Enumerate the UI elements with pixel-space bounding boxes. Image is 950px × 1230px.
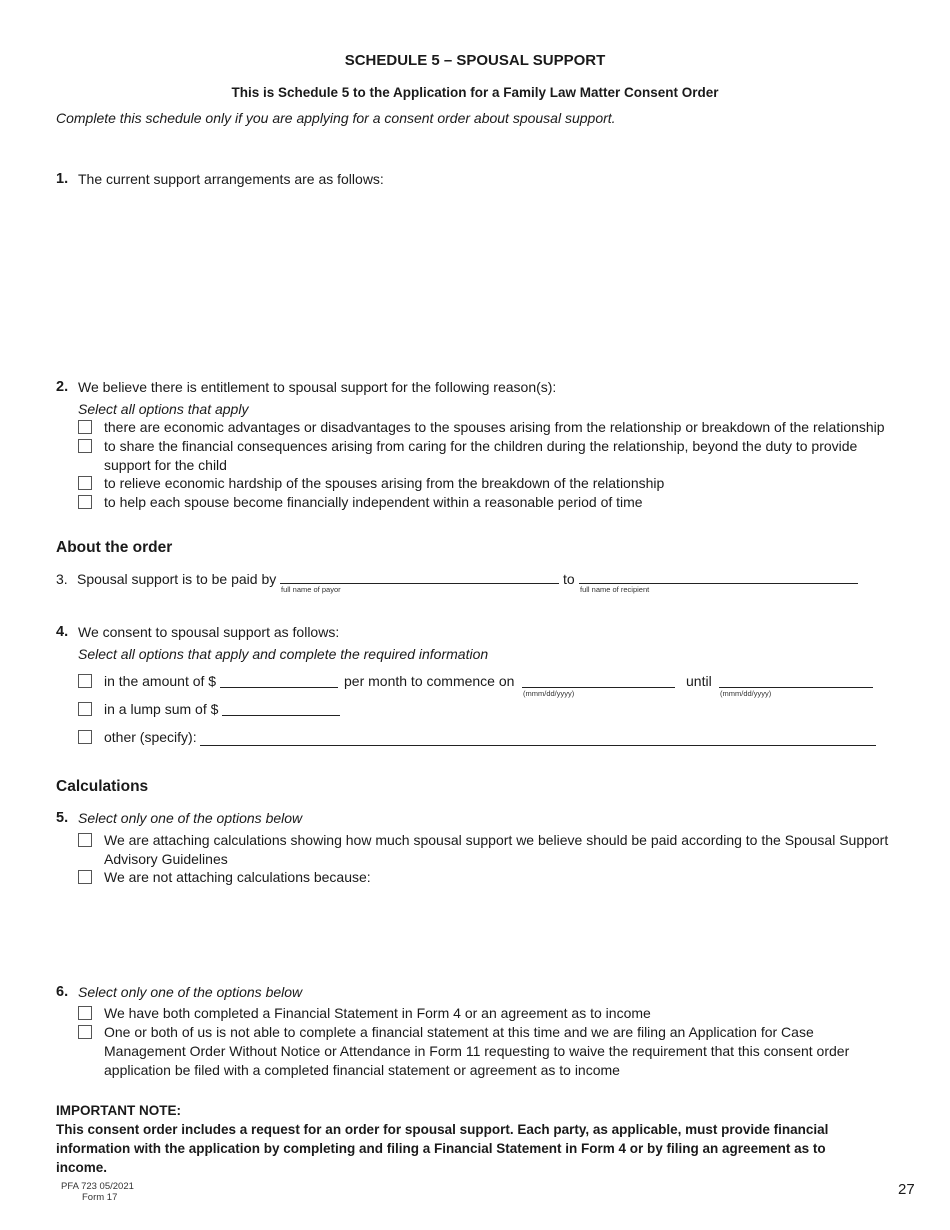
lump-sum-field[interactable] xyxy=(222,715,340,716)
financial-statement-waiver-label-2: Management Order Without Notice or Attendance in Form 11 requesting to waive the requirement that this consent order xyxy=(104,1043,850,1059)
payor-name-field[interactable] xyxy=(280,583,559,584)
not-attaching-calculations-checkbox[interactable] xyxy=(78,870,92,884)
reason-children-checkbox[interactable] xyxy=(78,439,92,453)
amount-checkbox[interactable] xyxy=(78,674,92,688)
lump-sum-label: in a lump sum of $ xyxy=(104,701,219,717)
reason-independence-checkbox[interactable] xyxy=(78,495,92,509)
item6-number: 6. xyxy=(56,984,69,1000)
reason-economic-checkbox[interactable] xyxy=(78,420,92,434)
calculations-heading: Calculations xyxy=(56,778,149,795)
financial-statement-waiver-label-3: application be filed with a completed financial statement or agreement as to income xyxy=(104,1062,620,1078)
section1-number: 1. xyxy=(56,171,69,187)
lump-sum-checkbox[interactable] xyxy=(78,702,92,716)
attaching-calculations-label: We are attaching calculations showing how much spousal support we believe should be paid according to the Spousal Support xyxy=(104,832,889,848)
page-number: 27 xyxy=(898,1181,915,1198)
section2-number: 2. xyxy=(56,379,69,395)
form-name: Form 17 xyxy=(82,1192,118,1203)
other-checkbox[interactable] xyxy=(78,730,92,744)
financial-statement-waiver-checkbox[interactable] xyxy=(78,1025,92,1039)
other-label: other (specify): xyxy=(104,729,197,745)
item4-instruction: Select all options that apply and complete the required information xyxy=(78,646,489,662)
page-title: SCHEDULE 5 – SPOUSAL SUPPORT xyxy=(344,52,606,69)
important-note-heading: IMPORTANT NOTE: xyxy=(56,1103,181,1118)
commence-label: per month to commence on xyxy=(344,673,515,689)
amount-field[interactable] xyxy=(220,687,338,688)
item4-text: We consent to spousal support as follows: xyxy=(78,624,340,640)
reason-hardship-label: to relieve economic hardship of the spouses arising from the breakdown of the relationship xyxy=(104,475,665,491)
item3-number: 3. xyxy=(56,571,68,587)
section1-text: The current support arrangements are as follows: xyxy=(78,171,384,187)
item5-number: 5. xyxy=(56,810,69,826)
recipient-caption: full name of recipient xyxy=(580,585,650,594)
amount-label: in the amount of $ xyxy=(104,673,217,689)
item4-number: 4. xyxy=(56,624,69,640)
item5-instruction: Select only one of the options below xyxy=(78,810,303,826)
financial-statement-waiver-label: One or both of us is not able to complete a financial statement at this time and we are filing an Application for Case xyxy=(104,1024,814,1040)
reason-economic-label: there are economic advantages or disadvantages to the spouses arising from the relationship or breakdown of the relationship xyxy=(104,419,885,435)
financial-statement-completed-label: We have both completed a Financial Statement in Form 4 or an agreement as to income xyxy=(104,1005,651,1021)
other-field[interactable] xyxy=(200,745,876,746)
financial-statement-completed-checkbox[interactable] xyxy=(78,1006,92,1020)
payor-caption: full name of payor xyxy=(281,585,341,594)
recipient-name-field[interactable] xyxy=(579,583,858,584)
attaching-calculations-checkbox[interactable] xyxy=(78,833,92,847)
until-date-caption: (mmm/dd/yyyy) xyxy=(720,689,772,698)
section2-instruction: Select all options that apply xyxy=(78,401,249,417)
item3-text: Spousal support is to be paid by xyxy=(77,571,277,587)
not-attaching-calculations-label: We are not attaching calculations because: xyxy=(104,869,371,885)
page-instruction: Complete this schedule only if you are applying for a consent order about spousal support. xyxy=(56,110,616,126)
current-arrangements-field[interactable] xyxy=(78,192,896,368)
reason-children-label: to share the financial consequences arising from caring for the children during the relationship, beyond the duty to provide xyxy=(104,438,858,454)
about-order-heading: About the order xyxy=(56,539,173,556)
important-note-line2: information with the application by completing and filing a Financial Statement in Form 4 or by filing an agreement as to xyxy=(56,1141,826,1156)
attaching-calculations-label-cont: Advisory Guidelines xyxy=(104,851,228,867)
commence-date-field[interactable] xyxy=(522,687,675,688)
commence-date-caption: (mmm/dd/yyyy) xyxy=(523,689,575,698)
important-note-line1: This consent order includes a request for an order for spousal support. Each party, as applicable, must provide financial xyxy=(56,1122,829,1137)
form-code: PFA 723 05/2021 xyxy=(61,1181,134,1192)
important-note-line3: income. xyxy=(56,1160,108,1175)
page-subtitle: This is Schedule 5 to the Application for a Family Law Matter Consent Order xyxy=(231,85,719,100)
reason-hardship-checkbox[interactable] xyxy=(78,476,92,490)
reason-independence-label: to help each spouse become financially independent within a reasonable period of time xyxy=(104,494,643,510)
item3-to: to xyxy=(563,571,575,587)
until-label: until xyxy=(686,673,712,689)
item6-instruction: Select only one of the options below xyxy=(78,984,303,1000)
not-attaching-reason-field[interactable] xyxy=(104,890,894,978)
until-date-field[interactable] xyxy=(719,687,873,688)
reason-children-label-cont: support for the child xyxy=(104,457,227,473)
section2-text: We believe there is entitlement to spousal support for the following reason(s): xyxy=(78,379,557,395)
